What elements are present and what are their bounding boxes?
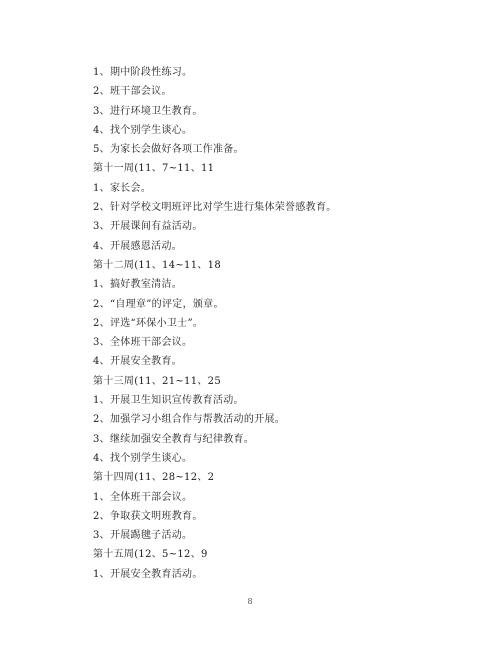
list-item: 4、找个别学生谈心。 [93, 124, 193, 136]
week-heading: 第十三周(11、21~11、25 [93, 375, 221, 387]
list-item: 1、全体班干部会议。 [93, 491, 193, 503]
list-item: 2、争取获文明班教育。 [93, 510, 203, 522]
list-item: 1、开展卫生知识宣传教育活动。 [93, 395, 244, 407]
list-item: 3、进行环境卫生教育。 [93, 105, 203, 117]
list-item: 5、为家长会做好各项工作准备。 [93, 144, 244, 156]
list-item: 2、评选“环保小卫士”。 [93, 317, 204, 329]
list-item: 2、班干部会议。 [93, 86, 172, 98]
list-item: 1、期中阶段性练习。 [93, 67, 193, 78]
week-heading: 第十二周(11、14~11、18 [93, 259, 221, 271]
list-item: 2、加强学习小组合作与帮教活动的开展。 [93, 414, 286, 426]
week-heading: 第十五周(12、5~12、9 [93, 549, 208, 561]
list-item: 1、开展安全教育活动。 [93, 568, 203, 580]
list-item: 2、针对学校文明班评比对学生进行集体荣誉感教育。 [93, 202, 337, 214]
list-item: 3、继续加强安全教育与纪律教育。 [93, 433, 255, 445]
week-heading: 第十一周(11、7~11、11 [93, 163, 215, 175]
list-item: 4、开展感恩活动。 [93, 240, 183, 252]
week-heading: 第十四周(11、28~12、2 [93, 472, 215, 484]
list-item: 3、开展踢毽子活动。 [93, 530, 193, 542]
list-item: 4、找个别学生谈心。 [93, 452, 193, 464]
list-item: 3、开展课间有益活动。 [93, 221, 203, 233]
document-body [93, 63, 433, 584]
page-number: 8 [247, 597, 253, 606]
list-item: 1、家长会。 [93, 182, 152, 194]
list-item: 1、搞好教室清洁。 [93, 279, 183, 291]
list-item: 2、“自理章”的评定，颁章。 [93, 298, 224, 310]
list-item: 3、全体班干部会议。 [93, 337, 193, 349]
list-item: 4、开展安全教育。 [93, 356, 183, 368]
